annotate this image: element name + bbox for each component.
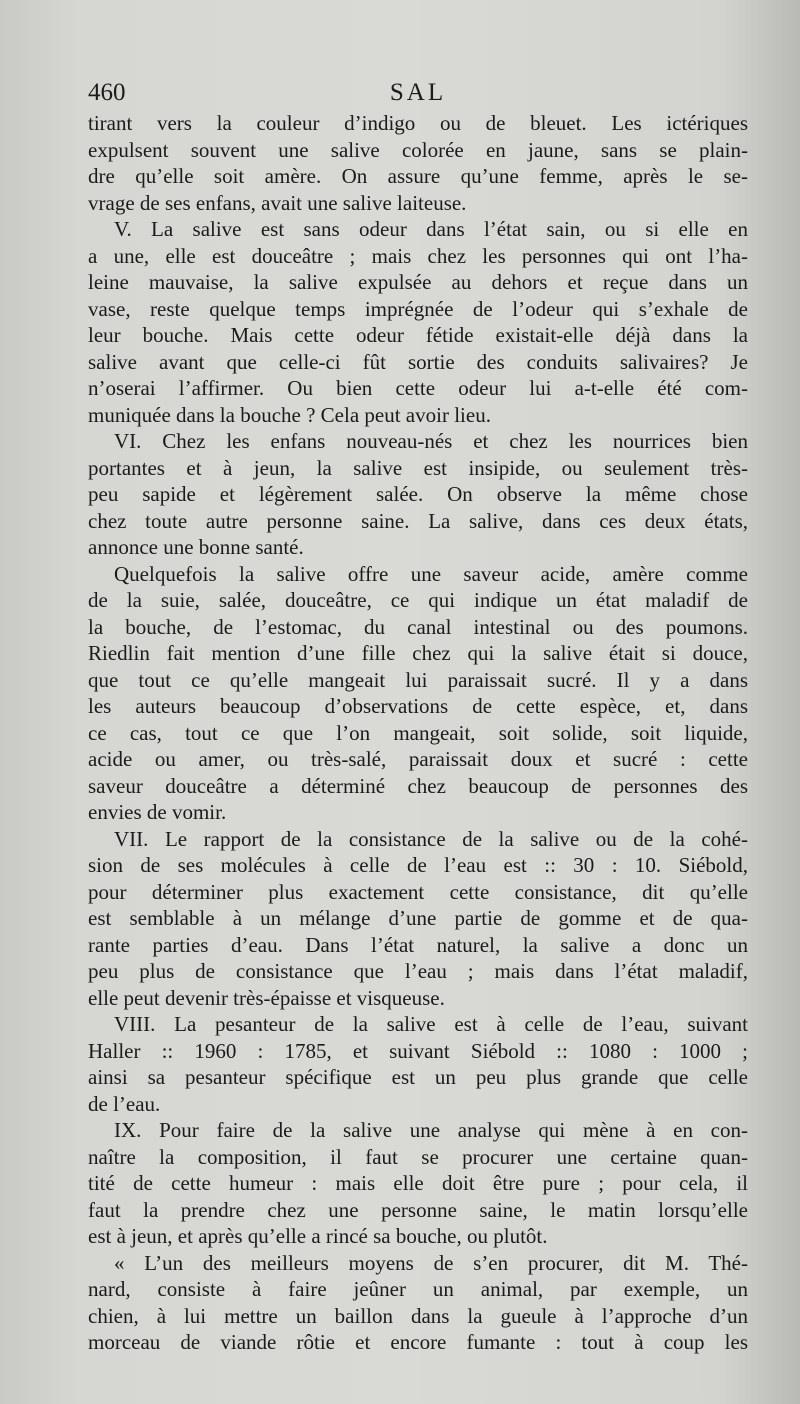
text-line: VIII. La pesanteur de la salive est à celle de l’eau, suivant bbox=[114, 1012, 748, 1036]
text-line: leur bouche. Mais cette odeur fétide existait-elle déjà dans la bbox=[88, 323, 748, 347]
text-line: chien, à lui mettre un baillon dans la gueule à l’approche d’un bbox=[88, 1303, 748, 1328]
text-line: envies de vomir. bbox=[88, 800, 227, 824]
text-line: naître la composition, il faut se procurer une certaine quan- bbox=[88, 1144, 748, 1169]
text-line: Haller :: 1960 : 1785, et suivant Siébold :: 1080 : 1000 ; bbox=[88, 1038, 748, 1063]
text-line: saveur douceâtre a déterminé chez beaucoup de personnes des bbox=[88, 773, 748, 798]
text-line: est à jeun, et après qu’elle a rincé sa bouche, ou plutôt. bbox=[88, 1224, 548, 1248]
text-line: IX. Pour faire de la salive une analyse qui mène à en con- bbox=[114, 1118, 748, 1142]
text-line: peu plus de consistance que l’eau ; mais dans l’état maladif, bbox=[88, 959, 748, 983]
text-line: acide ou amer, ou très-salé, paraissait doux et sucré : cette bbox=[88, 747, 748, 771]
text-line: VII. Le rapport de la consistance de la salive ou de la cohé- bbox=[114, 826, 748, 851]
text-line: n’oserai l’affirmer. Ou bien cette odeur lui a-t-elle été com- bbox=[88, 376, 748, 400]
text-line: de la suie, salée, douceâtre, ce qui indique un état maladif de bbox=[88, 588, 748, 612]
text-line: chez toute autre personne saine. La salive, dans ces deux états, bbox=[88, 508, 748, 533]
running-head: SAL bbox=[389, 79, 447, 106]
text-line: expulsent souvent une salive colorée en jaune, sans se plain- bbox=[88, 137, 748, 162]
text-line: leine mauvaise, la salive expulsée au dehors et reçue dans un bbox=[88, 270, 748, 294]
text-line: sion de ses molécules à celle de l’eau est :: 30 : 10. Siébold, bbox=[88, 853, 748, 877]
text-line: est semblable à un mélange d’une partie de gomme et de qua- bbox=[88, 906, 748, 930]
text-line: Quelquefois la salive offre une saveur acide, amère comme bbox=[114, 561, 748, 586]
body-text bbox=[88, 110, 748, 1356]
text-line: « L’un des meilleurs moyens de s’en procurer, dit M. Thé- bbox=[114, 1250, 748, 1275]
text-line: pour déterminer plus exactement cette consistance, dit qu’elle bbox=[88, 879, 748, 904]
text-line: vase, reste quelque temps imprégnée de l’odeur qui s’exhale de bbox=[88, 296, 748, 321]
text-line: nard, consiste à faire jeûner un animal, par exemple, un bbox=[88, 1277, 748, 1301]
text-line: V. La salive est sans odeur dans l’état sain, ou si elle en bbox=[114, 217, 748, 241]
text-line: la bouche, de l’estomac, du canal intestinal ou des poumons. bbox=[88, 614, 748, 639]
text-line: de l’eau. bbox=[88, 1091, 161, 1116]
text-line: tirant vers la couleur d’indigo ou de bleuet. Les ictériques bbox=[88, 111, 748, 135]
text-line: VI. Chez les enfans nouveau-nés et chez les nourrices bien bbox=[114, 429, 748, 453]
text-line: peu sapide et légèrement salée. On observe la même chose bbox=[88, 482, 748, 506]
text-line: rante parties d’eau. Dans l’état naturel, la salive a donc un bbox=[88, 932, 748, 957]
text-line: faut la prendre chez une personne saine, le matin lorsqu’elle bbox=[88, 1197, 748, 1222]
text-line: Riedlin fait mention d’une fille chez qui la salive était si douce, bbox=[88, 641, 748, 665]
text-line: dre qu’elle soit amère. On assure qu’une femme, après le se- bbox=[88, 164, 748, 188]
page-number: 460 bbox=[88, 79, 126, 106]
text-line: muniquée dans la bouche ? Cela peut avoir lieu. bbox=[88, 402, 491, 427]
text-line: a une, elle est douceâtre ; mais chez les personnes qui ont l’ha- bbox=[88, 243, 748, 268]
text-line: ce cas, tout ce que l’on mangeait, soit solide, soit liquide, bbox=[88, 720, 748, 745]
text-line: tité de cette humeur : mais elle doit être pure ; pour cela, il bbox=[88, 1171, 748, 1195]
text-line: ainsi sa pesanteur spécifique est un peu plus grande que celle bbox=[88, 1065, 748, 1089]
text-line: que tout ce qu’elle mangeait lui paraissait sucré. Il y a dans bbox=[88, 667, 748, 692]
page-header bbox=[88, 76, 748, 110]
text-line: morceau de viande rôtie et encore fumante : tout à coup les bbox=[88, 1330, 748, 1354]
text-line: annonce une bonne santé. bbox=[88, 535, 304, 559]
text-line: vrage de ses enfans, avait une salive laiteuse. bbox=[88, 190, 467, 215]
text-line: elle peut devenir très-épaisse et visqueuse. bbox=[88, 985, 445, 1010]
text-line: salive avant que celle-ci fût sortie des conduits salivaires? Je bbox=[88, 349, 748, 374]
text-line: les auteurs beaucoup d’observations de cette espèce, et, dans bbox=[88, 694, 748, 718]
text-line: portantes et à jeun, la salive est insipide, ou seulement très- bbox=[88, 455, 748, 480]
